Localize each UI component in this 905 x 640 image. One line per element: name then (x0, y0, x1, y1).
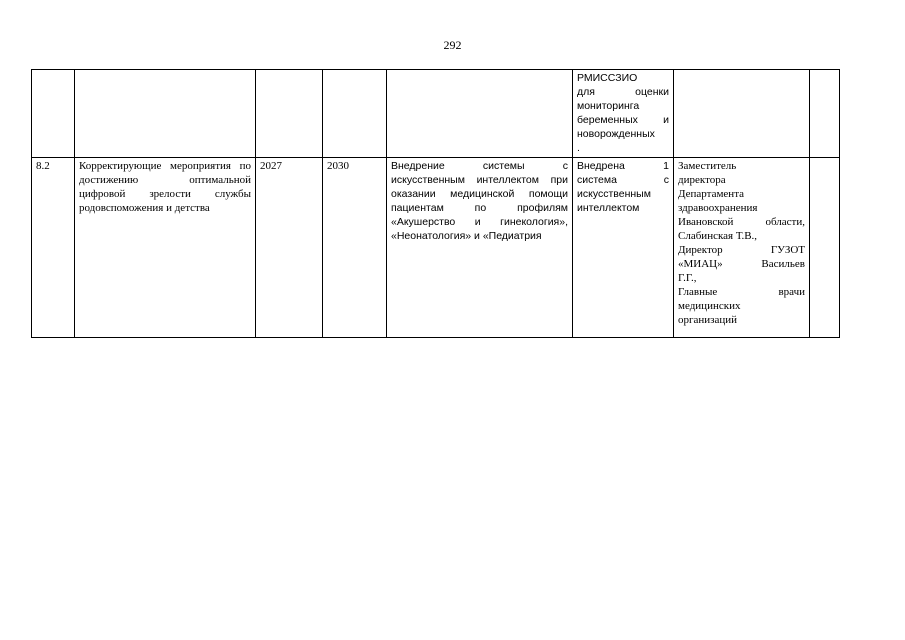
cell-start-year: 2027 (256, 158, 323, 338)
result-line: . (577, 142, 580, 154)
cell-result: Внедрена 1 система с искусственным интеллектом (573, 158, 674, 338)
responsible-line: организаций (678, 314, 738, 326)
responsible-line: Г.Г., (678, 272, 697, 284)
cell-description: Внедрение системы с искусственным интеллектом при оказании медицинской помощи пациентам по профилям «Акушерство и гинекология», «Неонатология» и «Педиатрия (387, 158, 573, 338)
cell-end-year (323, 70, 387, 158)
result-line: РМИССЗИО (577, 72, 638, 84)
cell-number: 8.2 (32, 158, 75, 338)
plan-table (31, 69, 840, 338)
result-line: беременных и (577, 114, 669, 126)
result-line: для оценки (577, 86, 669, 98)
responsible-line: Ивановской области, (678, 216, 805, 228)
responsible-line: здравоохранения (678, 202, 758, 214)
responsible-line: Заместитель (678, 160, 737, 172)
page-number: 292 (443, 38, 462, 52)
cell-number (32, 70, 75, 158)
responsible-line: Слабинская Т.В., (678, 230, 758, 242)
result-line: новорожденных (577, 128, 655, 140)
cell-note (810, 70, 840, 158)
responsible-line: медицинских (678, 300, 741, 312)
cell-description (387, 70, 573, 158)
cell-note (810, 158, 840, 338)
cell-start-year (256, 70, 323, 158)
responsible-line: Департамента (678, 188, 745, 200)
cell-end-year: 2030 (323, 158, 387, 338)
cell-activity: Корректирующие мероприятия по достижению оптимальной цифровой зрелости службы родовспоможения и детства (75, 158, 256, 338)
responsible-line: «МИАЦ» Васильев (678, 258, 805, 270)
table-row (32, 158, 840, 338)
cell-result (573, 70, 674, 158)
cell-responsible (674, 158, 810, 338)
table-row-continued (32, 70, 840, 158)
result-line: мониторинга (577, 100, 640, 112)
cell-activity (75, 70, 256, 158)
responsible-line: директора (678, 174, 726, 186)
responsible-line: Директор ГУЗОТ (678, 244, 805, 256)
responsible-line: Главные врачи (678, 286, 805, 298)
cell-responsible (674, 70, 810, 158)
